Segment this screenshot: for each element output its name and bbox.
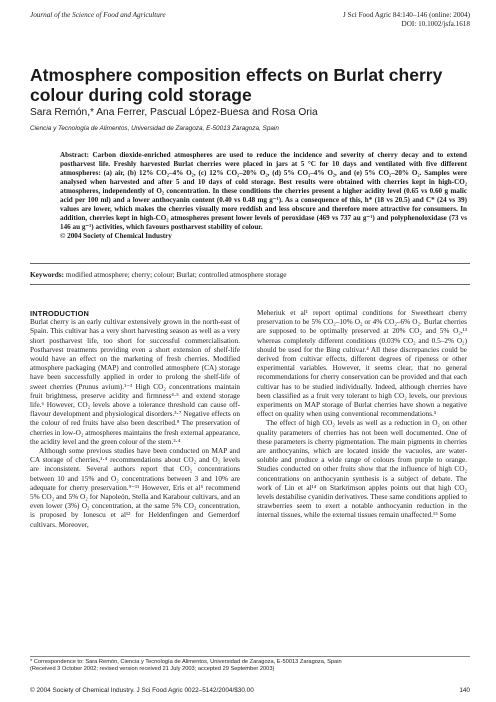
paragraph: Although some previous studies have been conducted on MAP and CA storage of cherries,¹·⁴ recommendations about CO₂ and O₂ levels are inconsistent. Several authors report that CO₂ concentrations between 10 and 15% and O₂ concentrations between 3 and 10% are adequate for cherry preservation.⁹⁻¹¹ However, Eris et al⁵ recommend 5% CO₂ and 5% O₂ for Napoleón, Stella and Karabour cultivars, and an even lower (3%) O₂ concentration, at the same 5% CO₂ concentration, is proposed by Ionescu et al¹² for Heldenfingen and Gemerdorf cultivars. Moreover,	[30, 447, 240, 529]
page-number: 140	[459, 687, 470, 694]
abstract-label: Abstract:	[60, 151, 89, 159]
divider-top	[30, 263, 470, 264]
received-dates: (Received 3 October 2002; revised version received 21 July 2003; accepted 29 September 2003)	[30, 666, 275, 673]
paragraph: The effect of high CO₂ levels as well as a reduction in O₂ on other quality parameters of cherries has not been well documented. One of these parameters is cherry pigmentation. The main pigments in cherries are anthocyanins, which are located inside the vacuoles, are water-soluble and produce a wide range of colours from purple to orange. Studies conducted on other fruits show that the influence of high CO₂ concentrations on anthocyanin synthesis is a subject of debate. The work of Lin et al¹⁴ on Starkrimson apples points out that high CO₂ levels destabilise cyanidin derivatives. These same conditions applied to strawberries seem to exert a notable anthocyanin reduction in the internal tissues, while the external tissues remain unaffected.¹⁵ Some	[257, 419, 467, 520]
paragraph: Burlat cherry is an early cultivar extensively grown in the north-east of Spain. This cultivar has a very short harvesting season as well as a very short postharvest life, too short for successful commercialisation. Postharvest treatments providing even a short extension of shelf-life would have an effect on the marketing of fresh cherries. Modified atmosphere packaging (MAP) and controlled atmosphere (CA) storage have been successfully applied in order to prolong the shelf-life of sweet cherries (Prunus avium).¹⁻³ High CO₂ concentrations maintain fruit brightness, preserve acidity and firmness⁴·⁵ and extend storage life.⁶ However, CO₂ levels above a tolerance threshold can cause off-flavour development and physiological disorders.³·⁷ Negative effects on the colour of red fruits have also been described.⁸ The preservation of cherries in low-O₂ atmospheres maintains the fresh external appearance, the acidity level and the green colour of the stem.³·⁴	[30, 318, 240, 446]
doi: DOI: 10.1002/jsfa.1618	[401, 20, 470, 28]
section-heading: INTRODUCTION	[30, 309, 90, 318]
footnote	[30, 659, 470, 673]
citation: J Sci Food Agric 84:140–146 (online: 2004)	[343, 11, 470, 19]
keywords-text: modified atmosphere; cherry; colour; Burlat; controlled atmosphere storage	[65, 270, 287, 279]
abstract-text: Carbon dioxide-enriched atmospheres are used to reduce the incidence and severity of cherry decay and to extend postharvest life. Freshly harvested Burlat cherries were placed in jars at 5 °C for 10 days and ventilated with five different atmospheres: (a) air, (b) 12% CO₂–4% O₂, (c) 12% CO₂–20% O₂, (d) 5% CO₂–4% O₂, and (e) 5% CO₂–20% O₂. Samples were analysed when harvested and after 5 and 10 days of cold storage. Best results were obtained with cherries kept in high-CO₂ atmospheres, independently of O₂ concentration. In these conditions the cherries present a higher acidity level (0.65 vs 0.60 g malic acid per 100 ml) and a lower anthocyanin content (0.40 vs 0.48 mg g⁻¹). As a consequence of this, h* (18 vs 20.5) and C* (24 vs 39) values are lower, which makes the cherries visually more reddish and less obscure and therefore more attractive for consumers. In addition, cherries kept in high-CO₂ atmospheres present lower levels of peroxidase (469 vs 737 au g⁻¹) and polyphenoloxidase (73 vs 146 au g⁻¹) activities, which favours postharvest stability of colour.	[60, 151, 467, 232]
article-title: Atmosphere composition effects on Burlat cherry colour during cold storage	[30, 65, 443, 105]
footnote-rule	[30, 656, 470, 657]
abstract	[60, 151, 467, 261]
correspondence: * Correspondence to: Sara Remón, Ciencia y Tecnología de Alimentos, Universidad de Zaragoza, E-50013 Zaragoza, Spain	[30, 659, 342, 665]
keywords-label: Keywords:	[30, 270, 65, 279]
keywords	[30, 270, 470, 279]
divider-bottom	[30, 284, 470, 285]
abstract-copyright: © 2004 Society of Chemical Industry	[60, 232, 172, 241]
affiliation: Ciencia y Tecnología de Alimentos, Universidad de Zaragoza, E-50013 Zaragoza, Spain	[30, 125, 279, 132]
column-left	[30, 309, 240, 530]
citation-block	[343, 11, 470, 29]
footer-copyright: © 2004 Society of Chemical Industry. J Sci Food Agric 0022–5142/2004/$30.00	[30, 687, 254, 694]
column-right	[257, 309, 467, 521]
authors: Sara Remón,* Ana Ferrer, Pascual López-Buesa and Rosa Oria	[30, 107, 318, 118]
paragraph: Meheriuk et al¹ report optimal conditions for Sweetheart cherry preservation to be 5% CO₂–10% O₂ or 4% CO₂–6% O₂. Burlat cherries are supposed to be optimally preserved at 20% CO₂ and 5% O₂,¹³ whereas completely different conditions (0.03% CO₂ and 0.5–2% O₂) should be used for the Bing cultivar.⁴ All these discrepancies could be derived from cultivar effects, different degrees of ripeness or other experimental variables. However, it seems clear, that no general recommendations for cherry conservation can be provided and that each cultivar has to be studied individually. Indeed, although cherries have been classified as a fruit very tolerant to high CO₂ levels, our previous experiments on MAP storage of Burlat cherries have shown a negative effect on quality when using conventional recommendations.⁵	[257, 309, 467, 419]
journal-name: Journal of the Science of Food and Agriculture	[30, 11, 166, 19]
